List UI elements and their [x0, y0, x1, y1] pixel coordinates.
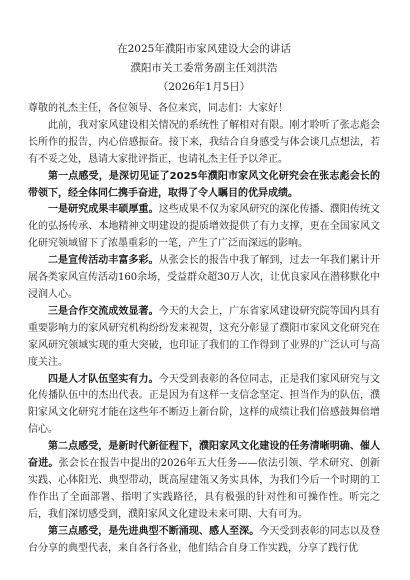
paragraph-text: 张会长在报告中提出的2026年五大任务——依法引领、学术研究、创新实践、心体阳光、典型带动，既高屋建瓴又务实具体，为我们今后一个时期的工作作出了全面部署、指明了实践路径，具有极强的针对性和可操作性。听完之后，我们深切感受到，濮阳家风文化建设未来可期、大有可为。	[28, 458, 381, 520]
paragraph-text: 今天的大会上，广东省家风建设研究院等国内具有重要影响力的家风研究机构纷纷发来视贺，这充分彰显了濮阳市家风文化研究在家风研究领域实现的重大突破，也印证了我们的工作得到了业界的广泛认可与高度关注。	[28, 305, 380, 368]
third-impression-paragraph	[28, 524, 380, 558]
first-impression-paragraph	[28, 169, 380, 203]
publicity-activities-paragraph	[28, 253, 380, 304]
speaker-line: 濮阳市关工委常务副主任刘洪浩	[130, 62, 278, 74]
paragraph-lead: 第三点感受，是先进典型不断涌现、感人至深。	[48, 525, 260, 537]
paragraph-text: 今天受到表彰的各位同志，正是我们家风研究与文化传播队伍中的杰出代表。正是因为有这样一支信念坚定、担当作为的队伍，濮阳家风文化研究才能在这些年不断迈上新台阶，这样的成绩让我们倍感鼓舞倍增信心。	[28, 373, 380, 436]
paragraph-text: 这些成果不仅为家风研究的深化传播、濮阳传统文化的弘扬传承、本地精神文明建设的提质增效提供了有力支撑，更在全国家风文化研究领域留下了浓墨重彩的一笔，产生了广泛而深远的影响。	[28, 204, 380, 250]
paragraph-text: 从张会长的报告中我了解到，过去一年我们累计开展各类家风宣传活动160余场，受益群众超30万人次，让优良家风在潜移默化中浸润人心。	[28, 255, 380, 300]
paragraph-text: 尊敬的礼杰主任，各位领导、各位来宾，同志们：大家好！	[28, 103, 288, 114]
document-header	[28, 40, 380, 97]
paragraph-text: 今天受到表彰的同志以及登台分享的典型代表，来自各行各业，他们结合自身工作实践，分享了践行优	[28, 525, 380, 554]
paragraph-lead: 第二点感受，是新时代新征程下，濮阳家风文化建设的任务清晰明确、催人奋进。	[28, 441, 380, 470]
paragraph-text: 此前，我对家风建设相关情况的系统性了解相对有限。刚才聆听了张志彪会长所作的报告，内心倍感振奋。接下来，我结合自身感受与体会谈几点想法，若有不妥之处，恳请大家批评指正，也请礼杰主任予以斧正。	[28, 119, 380, 165]
second-impression-paragraph	[28, 439, 380, 524]
cooperation-paragraph	[28, 304, 380, 372]
paragraph-lead: 第一点感受，是深切见证了2025年濮阳市家风文化研究会在张志彪会长的带领下，经全体同仁携手奋进，取得了令人瞩目的优异成绩。	[28, 170, 380, 199]
speech-body	[28, 101, 380, 557]
paragraph-lead: 二是宣传活动丰富多彩。	[48, 255, 159, 267]
greeting-paragraph	[28, 101, 380, 118]
speech-date: （2026年1月5日）	[157, 81, 251, 93]
paragraph-lead: 一是研究成果丰硕厚重。	[48, 204, 159, 216]
paragraph-lead: 三是合作交流成效显著。	[48, 305, 159, 317]
intro-paragraph	[28, 118, 380, 169]
research-results-paragraph	[28, 202, 380, 253]
talent-team-paragraph	[28, 372, 380, 440]
paragraph-lead: 四是人才队伍坚实有力。	[48, 373, 159, 385]
speech-title: 在2025年濮阳市家风建设大会的讲话	[117, 43, 291, 55]
